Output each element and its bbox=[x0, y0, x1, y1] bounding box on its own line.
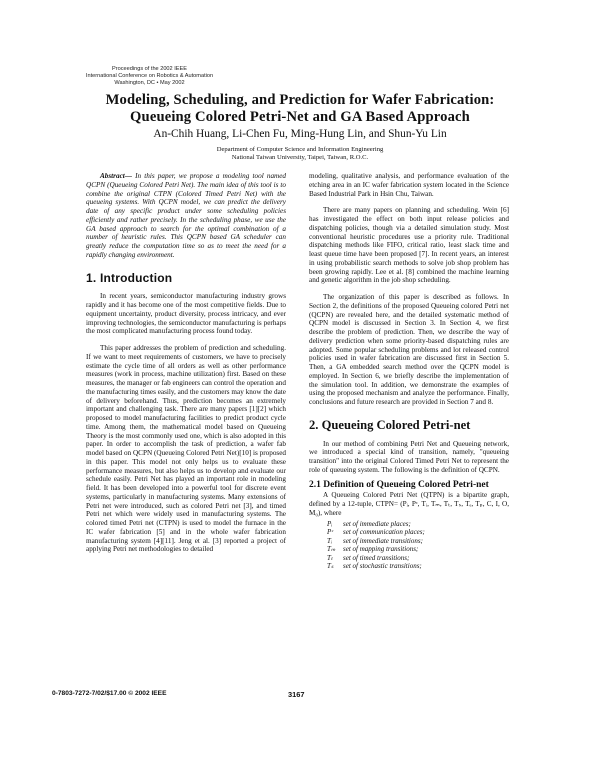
affiliation-line-2: National Taiwan University, Taipei, Taiwan, R.O.C. bbox=[231, 154, 369, 161]
definition-symbol: Tᵢ bbox=[327, 536, 333, 545]
paper-title bbox=[60, 92, 540, 126]
subsection-heading-definition: 2.1 Definition of Queueing Colored Petri-net bbox=[309, 479, 489, 490]
section-heading-qcpn: 2. Queueing Colored Petri-net bbox=[309, 417, 471, 432]
definition-intro: A Queueing Colored Petri Net (QTPN) is a bipartite graph, defined by a 12-tuple, CTPN= (Pᵢ, Pᶜ, Tᵢ, Tₘ, Tₜ, Tₛ, Tₑ, Tₚ, C, I, O, M₀), where bbox=[309, 491, 509, 517]
definition-item bbox=[327, 554, 509, 563]
definition-symbol: Pᵢ bbox=[327, 519, 333, 528]
definition-symbol: Tₘ bbox=[327, 545, 336, 554]
author-list: An-Chih Huang, Li-Chen Fu, Ming-Hung Lin, and Shun-Yu Lin bbox=[153, 128, 447, 140]
definition-item bbox=[327, 537, 509, 546]
definition-text: set of immediate places; bbox=[343, 519, 411, 528]
affiliation-line-1: Department of Computer Science and Information Engineering bbox=[216, 146, 384, 153]
definition-symbol: Pᶜ bbox=[327, 528, 334, 537]
abstract-text: In this paper, we propose a modeling tool named QCPN (Queueing Colored Petri Net). The main idea of this tool is to combine the original CTPN (Colored Timed Petri Net) with the queueing systems. With QCPN model, we can predict the delivery date of any specific product under some scheduling policies efficiently and rather precisely. In the scheduling phase, we use the GA based approach to search for the optimal combination of a number of heuristic rules. This QCPN based GA scheduler can greatly reduce the computation time so as to meet the need for a rapidly changing environment. bbox=[86, 172, 287, 259]
definition-symbol: Tₛ bbox=[327, 562, 334, 571]
paragraph: modeling, qualitative analysis, and performance evaluation of the etching area in an IC wafer fabrication system located in the Science Based Industrial Park in Hsin Chu, Taiwan. bbox=[309, 172, 509, 198]
proceedings-line-2: International Conference on Robotics & Automation bbox=[85, 73, 214, 79]
definition-item bbox=[327, 545, 509, 554]
title-line-1: Modeling, Scheduling, and Prediction for Wafer Fabrication: bbox=[105, 92, 495, 108]
section-heading-introduction: 1. Introduction bbox=[86, 270, 173, 285]
definition-text: set of communication places; bbox=[343, 528, 425, 537]
definition-item bbox=[327, 520, 509, 529]
definition-text: set of timed transitions; bbox=[343, 553, 410, 562]
copyright-isbn: 0-7803-7272-7/02/$17.00 © 2002 IEEE bbox=[52, 690, 167, 697]
left-column bbox=[86, 172, 286, 554]
abstract-label: Abstract— bbox=[100, 172, 132, 180]
affiliation bbox=[60, 146, 540, 162]
right-column bbox=[309, 172, 509, 571]
paragraph: The organization of this paper is described as follows. In Section 2, the definitions of the proposed Queueing colored Petri net (QCPN) are revealed here, and the detailed systematic method of QCPN model is discussed in Section 3. In Section 4, we first describe the problem of prediction. Then, we describe the way of delivery prediction when some priority-based dispatching rules are adopted. Some popular scheduling problems and lot released control policies used in wafer fabrication are discussed first in Section 5. Then, a GA embedded search method over the QCPN model is employed. In Section 6, we briefly describe the implementation of the simulation tool. In addition, we demonstrate the examples of using the proposed mechanism and analyze the performance. Finally, conclusions and future research are provided in Section 7 and 8. bbox=[309, 293, 509, 406]
paragraph: There are many papers on planning and scheduling. Wein [6] has investigated the effect on both input release policies and dispatching policies, though via a detailed simulation study. Most conventional heuristic procedures use a priority rule. Traditional dispatching methods like FIFO, critical ratio, least slack time and least queue time have been proposed [7]. In recent years, an interest in using probabilistic search methods to solve job shop problem has been growing rapidly. Lee et al. [8] combined the machine learning and genetic algorithm in the job shop scheduling. bbox=[309, 206, 509, 285]
paragraph: This paper addresses the problem of prediction and scheduling. If we want to meet requirements of customers, we have to precisely estimate the cycle time of all orders as well as other performance measures (work in process, machine utilization) first. Based on these measures, the manager or fab engineers can control the operation and the manufacturing times easily, and the customers may know the date of delivery beforehand. Thus, prediction becomes an extremely important and challenging task. There are many papers [1][2] which proposed to model manufacturing facilities to predict product cycle time. Among them, the mathematical model based on Queueing Theory is the most commonly used one, which is also adopted in this paper. In order to accomplish the task of prediction, a wafer fab model based on QCPN (Queueing Colored Petri Net)[10] is proposed in this paper. This model not only helps us to evaluate these performance measures, but also helps us to develop and evaluate our schedule easily. Petri Net has played an important role in modeling field. It has been developed into a powerful tool for discrete event systems, particularly in manufacturing systems. Many extensions of Petri net were introduced, such as colored Petri net [3], and timed Petri net which were widely used in manufacturing systems. The colored timed Petri net (CTPN) is used to model the furnace in the IC wafer fabrication [5] and in the whole wafer fabrication manufacturing system [4][11]. Jeng et al. [3] reported a project of applying Petri net methodologies to detailed bbox=[86, 344, 286, 554]
definition-item bbox=[327, 562, 509, 571]
definition-text: set of immediate transitions; bbox=[343, 536, 423, 545]
definition-list bbox=[327, 520, 509, 572]
paragraph: In our method of combining Petri Net and Queueing network, we introduced a special kind of transition, namely, "queueing transition" into the original Colored Timed Petri Net to represent the role of queueing system. The following is the definition of QCPN. bbox=[309, 439, 509, 474]
proceedings-header bbox=[52, 66, 247, 87]
definition-text: set of mapping transitions; bbox=[343, 545, 419, 554]
proceedings-line-3: Washington, DC • May 2002 bbox=[114, 80, 185, 86]
definition-text: set of stochastic transitions; bbox=[343, 562, 422, 571]
abstract bbox=[86, 172, 286, 260]
definition-symbol: Tₜ bbox=[327, 553, 333, 562]
proceedings-line-1: Proceedings of the 2002 IEEE bbox=[112, 66, 187, 72]
page-number: 3167 bbox=[288, 690, 305, 699]
title-line-2: Queueing Colored Petri-Net and GA Based Approach bbox=[130, 109, 470, 125]
definition-item bbox=[327, 528, 509, 537]
paragraph: In recent years, semiconductor manufacturing industry grows rapidly and it has become one of the most competitive fields. Due to equipment uncertainty, product diversity, process intricacy, and ever improving technologies, the semiconductor manufacturing is perhaps the most complicated manufacturing process found today. bbox=[86, 292, 286, 336]
